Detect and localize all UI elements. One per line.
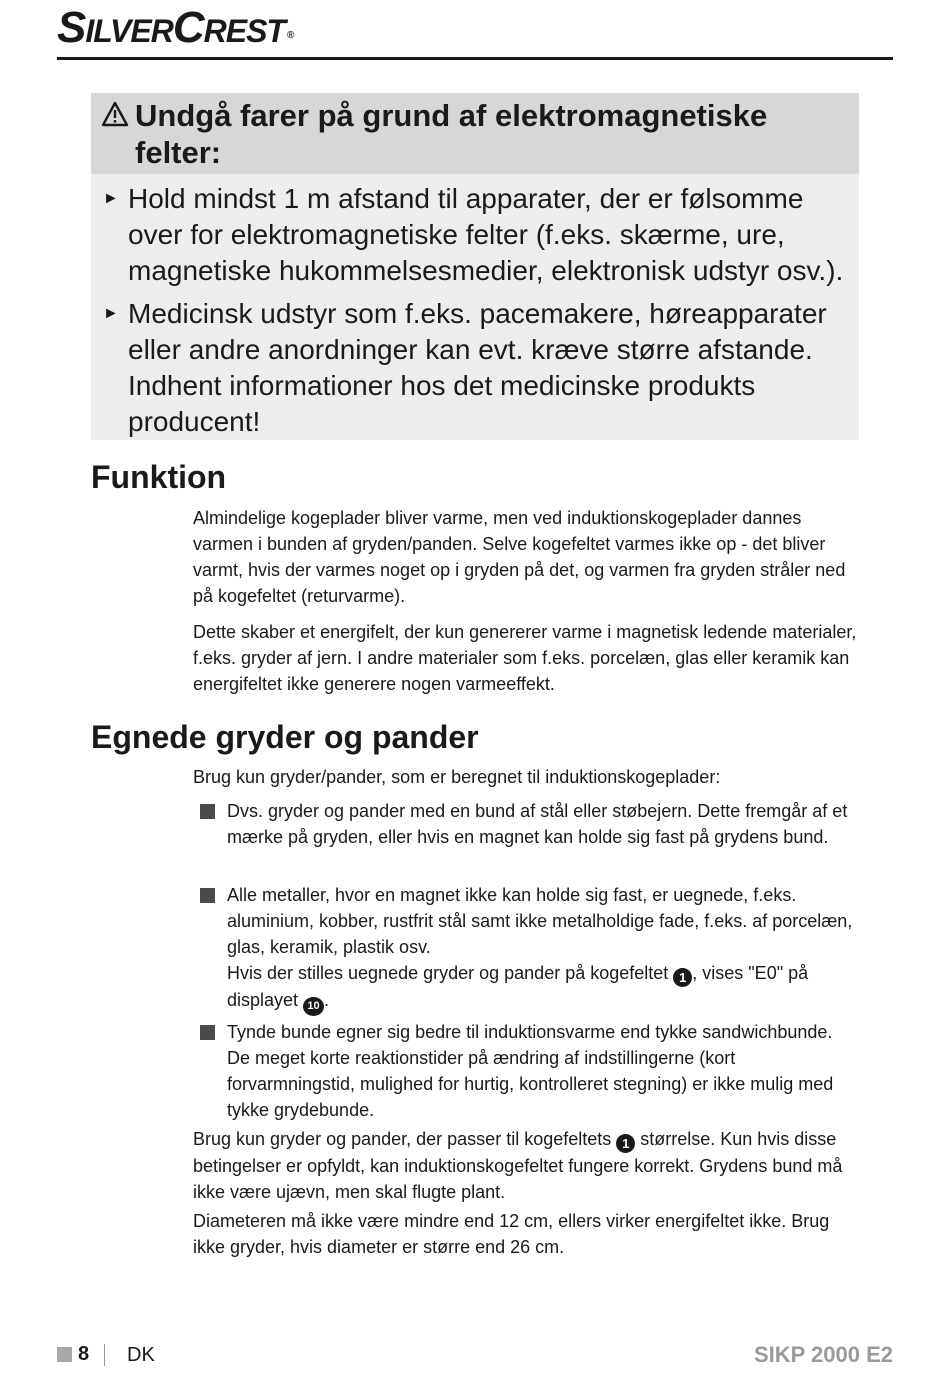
section-heading-funktion: Funktion (91, 459, 227, 495)
brand-logo: SILVERCREST ® (57, 3, 294, 52)
arrow-bullet-icon: ► (103, 190, 119, 207)
header-rule (57, 57, 893, 60)
warning-header (91, 93, 859, 174)
warning-item-text: Medicinsk udstyr som f.eks. pacemakere, høreapparater eller andre anordninger kan evt. kræve større afstande. Indhent informationer hos det medicinske produkts producent! (128, 298, 827, 437)
warning-title: Undgå farer på grund af elektromagnetiske felter: (135, 98, 768, 170)
funktion-paragraph: Almindelige kogeplader bliver varme, men ved induktionskogeplader dannes varmen i bunden af gryden/panden. Selve kogefeltet varmes ikke op - det bliver varmt, hvis der varmes noget op i gryden på det, og varmen fra gryden stråler ned på kogefeltet (returvarme). (193, 508, 846, 606)
ref-number-icon: 10 (303, 997, 324, 1016)
list-item-text: Tynde bunde egner sig bedre til induktionsvarme end tykke sandwichbunde. De meget korte reaktionstider på ændring af indstillingerne (kort forvarmningstid, mulighed for hurtig, kontrolleret stegning) er ikke mulig med tykke grydebunde. (227, 1022, 834, 1120)
page-number: 8 (78, 1343, 90, 1365)
list-item-text: Dvs. gryder og pander med en bund af stål eller støbejern. Dette fremgår af et mærke på gryden, eller hvis en magnet kan holde sig fast på grydens bund. (227, 801, 848, 847)
square-bullet-icon (200, 1025, 215, 1040)
ref-number-icon: 1 (616, 1134, 635, 1153)
language-code: DK (127, 1344, 155, 1366)
egnede-intro: Brug kun gryder/pander, som er beregnet til induktionskogeplader: (193, 767, 721, 787)
warning-box (91, 93, 859, 440)
egnede-paragraph: Diameteren må ikke være mindre end 12 cm, ellers virker energifeltet ikke. Brug ikke gryder, hvis diameter er større end 26 cm. (193, 1211, 830, 1257)
footer-square-icon (57, 1347, 72, 1362)
square-bullet-icon (200, 888, 215, 903)
square-bullet-icon (200, 804, 215, 819)
warning-triangle-icon (101, 101, 129, 132)
funktion-paragraph: Dette skaber et energifelt, der kun genererer varme i magnetisk ledende materialer, f.eks. gryder af jern. I andre materialer som f.eks. porcelæn, glas eller keramik kan energifeltet ikke generere nogen varmeeffekt. (193, 622, 857, 694)
arrow-bullet-icon: ► (103, 305, 119, 322)
list-item-text: Alle metaller, hvor en magnet ikke kan holde sig fast, er uegnede, f.eks. aluminium, kobber, rustfrit stål samt ikke metalholdige fade, f.eks. af porcelæn, glas, keramik, plastik osv. Hvis der stilles uegnede gryder og pander på kogefeltet 1 , vises "E0" på displayet 10 . (227, 882, 857, 1016)
ref-number-icon: 1 (673, 968, 692, 987)
egnede-paragraph: Brug kun gryder og pander, der passer til kogefeltets 1 størrelse. Kun hvis disse betingelser er opfyldt, kan induktionskogefeltet fungere korrekt. Grydens bund må ikke være ujævn, men skal flugte plant. (193, 1129, 843, 1202)
model-number: SIKP 2000 E2 (753, 1342, 893, 1367)
warning-item-text: Hold mindst 1 m afstand til apparater, der er følsomme over for elektromagnetiske felter (f.eks. skærme, ure, magnetiske hukommelsesmedier, elektronisk udstyr osv.). (128, 183, 844, 286)
section-heading-egnede: Egnede gryder og pander (91, 719, 479, 755)
footer-divider (104, 1344, 105, 1366)
